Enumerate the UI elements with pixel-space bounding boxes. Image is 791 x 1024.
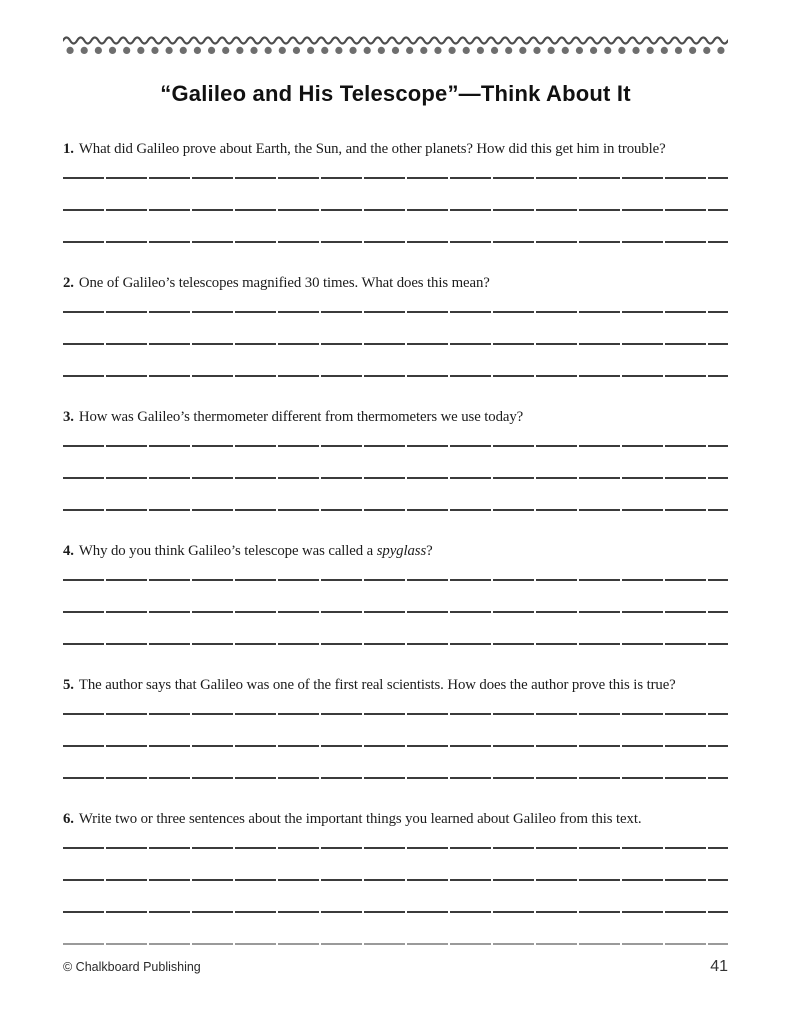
question-body: Why do you think Galileo’s telescope was called a <box>78 543 377 559</box>
question-number: 1. <box>63 141 74 157</box>
question-text <box>63 809 728 829</box>
question-body: Write two or three sentences about the important things you learned about Galileo from this text. <box>78 811 642 827</box>
question-block-2 <box>63 273 728 377</box>
answer-line <box>63 375 728 377</box>
page-title: “Galileo and His Telescope”—Think About It <box>160 81 631 106</box>
question-number: 4. <box>63 543 74 559</box>
question-italic-word: spyglass <box>376 543 427 559</box>
answer-line <box>63 509 728 511</box>
footer <box>63 958 728 976</box>
question-text <box>63 273 728 293</box>
question-text <box>63 675 728 695</box>
question-block-3 <box>63 407 728 511</box>
answer-line <box>63 611 728 613</box>
question-body: How was Galileo’s thermometer different from thermometers we use today? <box>78 409 524 425</box>
question-block-6 <box>63 809 728 913</box>
copyright-text: © Chalkboard Publishing <box>63 960 201 974</box>
page-number: 41 <box>710 958 728 975</box>
answer-line <box>63 343 728 345</box>
dots-row-icon <box>66 47 724 54</box>
answer-line <box>63 477 728 479</box>
answer-line <box>63 643 728 645</box>
answer-line <box>63 879 728 881</box>
question-text <box>63 407 728 427</box>
question-body: One of Galileo’s telescopes magnified 30 times. What does this mean? <box>78 275 490 291</box>
answer-line <box>63 241 728 243</box>
answer-line <box>63 713 728 715</box>
question-block-4 <box>63 541 728 645</box>
question-block-1 <box>63 139 728 243</box>
answer-line <box>63 177 728 179</box>
question-number: 3. <box>63 409 74 425</box>
answer-line <box>63 745 728 747</box>
answer-line <box>63 209 728 211</box>
answer-line <box>63 445 728 447</box>
question-list <box>63 139 728 913</box>
answer-line <box>63 311 728 313</box>
question-block-5 <box>63 675 728 779</box>
question-number: 5. <box>63 677 74 693</box>
decorative-border <box>63 33 728 55</box>
answer-line <box>63 911 728 913</box>
answer-line <box>63 777 728 779</box>
answer-line <box>63 579 728 581</box>
question-body-end: ? <box>426 543 433 559</box>
question-text <box>63 541 728 561</box>
footer-divider <box>63 943 728 945</box>
question-text <box>63 139 728 159</box>
answer-line <box>63 847 728 849</box>
question-body: The author says that Galileo was one of the first real scientists. How does the author prove this is true? <box>78 677 676 693</box>
question-number: 2. <box>63 275 74 291</box>
question-number: 6. <box>63 811 74 827</box>
wavy-line-icon <box>63 38 728 44</box>
question-body: What did Galileo prove about Earth, the Sun, and the other planets? How did this get him in trouble? <box>78 141 666 157</box>
